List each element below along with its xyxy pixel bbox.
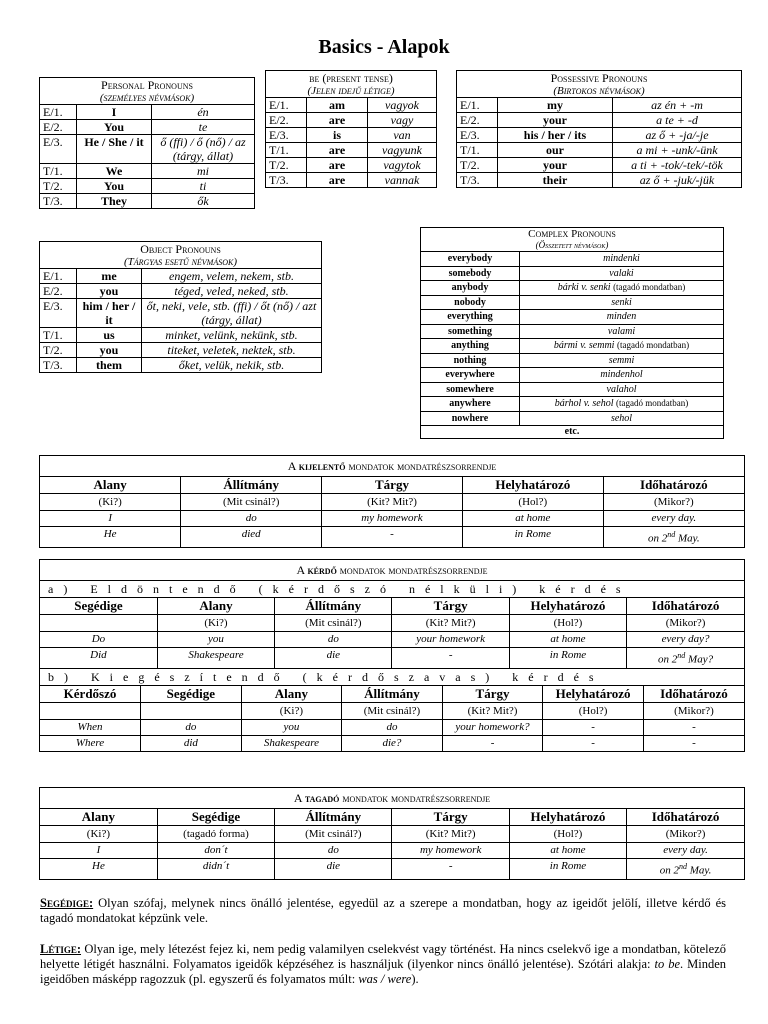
column-heading: Kérdőszó [40, 686, 141, 703]
column-question: (Kit? Mit?) [322, 494, 463, 511]
object-row [40, 358, 322, 373]
usage-note: (tagadó mondatban) [613, 282, 686, 292]
english-cell: are [307, 143, 368, 158]
english-cell: are [307, 173, 368, 188]
example-cell: did [141, 735, 242, 751]
object-subtitle: (Tárgyas esetű névmások) [40, 256, 321, 269]
object-row [40, 269, 322, 284]
hungarian-text: bárhol v. sehol [554, 398, 614, 409]
hungarian-cell [520, 382, 724, 397]
hungarian-text: semmi [608, 354, 635, 366]
object-row [40, 299, 322, 328]
example-cell-row [40, 859, 744, 879]
column-question [40, 702, 141, 719]
column-question: (Kit? Mit?) [442, 702, 543, 719]
example-cell: Shakespeare [157, 648, 274, 669]
column-question: (Mikor?) [627, 615, 744, 632]
column-question-row [40, 494, 744, 511]
example-cell: - [322, 527, 463, 547]
example-cell-row [40, 735, 744, 751]
be-row [266, 143, 437, 158]
column-question: (Ki?) [241, 702, 342, 719]
example-cell: every day. [627, 843, 744, 859]
complex-row [421, 353, 724, 368]
english-cell: him / her / it [77, 299, 142, 328]
column-question: (Kit? Mit?) [392, 615, 509, 632]
example-cell: - [692, 736, 696, 749]
possessive-title: Possessive Pronouns [550, 71, 648, 85]
hungarian-text: senki [611, 296, 632, 308]
example-cell: die [275, 648, 392, 669]
english-cell: We [77, 164, 152, 179]
person-cell: T/1. [457, 143, 498, 158]
possessive-row [457, 128, 742, 143]
personal-row [40, 194, 255, 209]
hungarian-cell: a te + -d [613, 113, 742, 128]
hungarian-cell: vagyunk [368, 143, 437, 158]
english-cell: somebody [421, 266, 520, 281]
person-cell: E/1. [457, 98, 498, 113]
hungarian-cell [520, 411, 724, 426]
english-cell: nobody [421, 295, 520, 310]
column-question-row [40, 615, 744, 632]
example-cell: Where [40, 735, 141, 751]
example-cell: - [392, 648, 509, 669]
be-row [266, 128, 437, 143]
be-row [266, 158, 437, 173]
hungarian-cell: téged, veled, neked, stb. [142, 284, 322, 299]
example-cell: every day. [603, 511, 744, 527]
object-pronouns-table [39, 241, 322, 373]
hungarian-cell: vagy [368, 113, 437, 128]
example-cell-row [40, 632, 744, 648]
english-cell: anything [421, 339, 520, 354]
column-question: (Hol?) [509, 826, 626, 843]
hungarian-cell: vagytok [368, 158, 437, 173]
column-question: (Ki?) [40, 494, 181, 511]
column-question: (Mikor?) [627, 826, 744, 843]
be-row [266, 173, 437, 188]
example-cell: in Rome [509, 859, 626, 879]
column-heading: Időhatározó [627, 598, 744, 615]
example-cell: do [141, 719, 242, 735]
negative-word-order [39, 787, 745, 880]
example-cell-row [40, 843, 744, 859]
hungarian-cell: te [152, 120, 255, 135]
example-cell: die [275, 859, 392, 879]
column-question: (Ki?) [40, 826, 157, 843]
note-letige: Létige: Olyan ige, mely létezést fejez ki, nem pedig valamilyen cselekvést vagy történést. Ha nincs cselekvő ige a mondatban, kötelező helyette létigét használni. Folyamatos igeidők képzéséhez is használjuk (ilyenkor nincs önálló jelentése). Szótári alakja: to be. Minden igeidőben másképp ragozzuk (pl. egyszerű és folyamatos múlt: was / were). [40, 942, 726, 986]
column-question [40, 615, 157, 632]
hungarian-cell: őt, neki, vele, stb. (ffi) / őt (nő) / azt (tárgy, állat) [142, 299, 322, 328]
example-cell: Shakespeare [241, 735, 342, 751]
example-cell: die? [342, 735, 443, 751]
hungarian-text: mindenhol [600, 369, 643, 380]
complex-row [421, 252, 724, 267]
possessive-row [457, 143, 742, 158]
hungarian-cell [520, 252, 724, 267]
example-cell: - [442, 735, 543, 751]
english-cell: me [77, 269, 142, 284]
person-cell: E/3. [40, 135, 77, 164]
example-cell: - [392, 859, 509, 879]
english-cell: their [498, 173, 613, 188]
page-title: Basics - Alapok [318, 36, 450, 58]
person-cell: T/1. [40, 328, 77, 343]
english-cell: your [498, 158, 613, 173]
be-subtitle: (Jelen idejű létige) [266, 85, 436, 98]
example-cell: I [40, 511, 181, 527]
english-cell: you [77, 284, 142, 299]
example-cell: on 2nd May. [659, 862, 712, 877]
hungarian-cell [520, 281, 724, 296]
complex-row [421, 411, 724, 426]
hungarian-cell [520, 295, 724, 310]
hungarian-text: sehol [610, 412, 633, 424]
english-cell: is [307, 128, 368, 143]
english-cell: He / She / it [77, 135, 152, 164]
possessive-row [457, 98, 742, 113]
personal-row [40, 135, 255, 164]
person-cell: E/3. [457, 128, 498, 143]
english-cell: nothing [421, 353, 520, 368]
be-row [266, 98, 437, 113]
question-word-order [39, 559, 745, 752]
english-cell: my [498, 98, 613, 113]
example-cell: do [275, 843, 392, 859]
person-cell: T/1. [40, 164, 77, 179]
person-cell: T/3. [457, 173, 498, 188]
column-question: (Mit csinál?) [181, 494, 322, 511]
hungarian-cell: ti [152, 179, 255, 194]
usage-note: (tagadó mondatban) [616, 340, 690, 350]
english-cell: everything [421, 310, 520, 325]
column-heading: Időhatározó [603, 477, 744, 494]
hungarian-cell [520, 368, 724, 383]
example-cell: on 2nd May. [647, 530, 700, 545]
personal-row [40, 105, 255, 120]
example-cell: He [40, 527, 181, 547]
letige-label: Létige: [40, 942, 82, 956]
column-heading: Tárgy [392, 809, 509, 826]
person-cell: E/1. [266, 98, 307, 113]
complex-etc: etc. [564, 426, 580, 437]
column-heading: Időhatározó [627, 809, 744, 826]
english-cell: somewhere [421, 382, 520, 397]
column-heading: Alany [241, 686, 342, 703]
be-row [266, 113, 437, 128]
hungarian-cell: a ti + -tok/-tek/-tök [613, 158, 742, 173]
person-cell: E/3. [40, 299, 77, 328]
example-cell: don´t [157, 843, 274, 859]
complex-row [421, 339, 724, 354]
hungarian-cell: mi [152, 164, 255, 179]
english-cell: I [77, 105, 152, 120]
be-title: be (present tense) [309, 71, 393, 85]
example-cell: He [40, 859, 157, 879]
example-cell: When [40, 719, 141, 735]
hungarian-cell: ők [152, 194, 255, 209]
column-heading: Állítmány [342, 686, 443, 703]
personal-title: Personal Pronouns [101, 78, 193, 92]
example-cell: your homework? [442, 719, 543, 735]
person-cell: T/2. [457, 158, 498, 173]
complex-row [421, 397, 724, 412]
hungarian-text: bármi v. semmi [553, 340, 615, 351]
segedige-label: Segédige: [40, 896, 94, 910]
column-heading-row [40, 598, 744, 615]
person-cell: E/3. [266, 128, 307, 143]
example-cell: - [643, 719, 744, 735]
person-cell: T/3. [40, 194, 77, 209]
complex-row [421, 266, 724, 281]
english-cell: our [498, 143, 613, 158]
english-cell: am [307, 98, 368, 113]
hungarian-cell: engem, velem, nekem, stb. [142, 269, 322, 284]
column-heading: Alany [40, 809, 157, 826]
column-heading: Helyhatározó [462, 477, 603, 494]
column-question: (Mikor?) [603, 494, 744, 511]
column-heading-row [40, 477, 744, 494]
column-heading-row [40, 686, 744, 703]
column-heading: Időhatározó [643, 686, 744, 703]
column-question: (tagadó forma) [157, 826, 274, 843]
question-a-label: a) Eldöntendő (kérdőszó nélküli) kérdés [40, 581, 744, 598]
english-cell: anywhere [421, 397, 520, 412]
question-b-label: b) Kiegészítendő (kérdőszavas) kérdés [40, 669, 744, 686]
complex-row [421, 324, 724, 339]
hungarian-text: valami [607, 325, 636, 337]
hungarian-cell: az ő + -ja/-je [613, 128, 742, 143]
english-cell: They [77, 194, 152, 209]
column-question: (Mit csinál?) [342, 702, 443, 719]
object-row [40, 328, 322, 343]
example-cell: Did [40, 648, 157, 669]
english-cell: You [77, 120, 152, 135]
possessive-row [457, 173, 742, 188]
column-heading: Állítmány [275, 809, 392, 826]
hungarian-cell: az ő + -juk/-jük [613, 173, 742, 188]
column-heading: Segédige [141, 686, 242, 703]
statement-word-order [39, 455, 745, 548]
column-heading: Segédige [40, 598, 157, 615]
english-cell: everybody [421, 252, 520, 267]
hungarian-cell: én [152, 105, 255, 120]
column-question-row [40, 702, 744, 719]
hungarian-cell [520, 324, 724, 339]
hungarian-cell: az én + -m [613, 98, 742, 113]
column-heading: Segédige [157, 809, 274, 826]
example-cell: - [543, 735, 644, 751]
english-cell: anybody [421, 281, 520, 296]
example-cell: at home [462, 511, 603, 527]
example-cell: my homework [322, 511, 463, 527]
be-table [265, 70, 437, 188]
column-heading: Állítmány [275, 598, 392, 615]
column-heading: Állítmány [181, 477, 322, 494]
column-question: (Mit csinál?) [275, 826, 392, 843]
hungarian-text: mindenki [603, 253, 640, 264]
personal-subtitle: (személyes névmások) [40, 92, 254, 105]
object-title: Object Pronouns [140, 242, 221, 256]
example-cell: in Rome [509, 648, 626, 669]
column-question: (Hol?) [543, 702, 644, 719]
complex-row [421, 281, 724, 296]
example-cell: on 2nd May? [658, 651, 714, 666]
hungarian-cell: titeket, veletek, nektek, stb. [142, 343, 322, 358]
example-cell: do [275, 632, 392, 648]
hungarian-cell [520, 353, 724, 368]
column-heading-row [40, 809, 744, 826]
hungarian-cell [520, 266, 724, 281]
example-cell: you [241, 719, 342, 735]
column-question: (Hol?) [509, 615, 626, 632]
hungarian-cell: van [368, 128, 437, 143]
person-cell: E/2. [40, 284, 77, 299]
example-cell: every day? [627, 632, 744, 648]
hungarian-cell: vagyok [368, 98, 437, 113]
example-cell: I [40, 843, 157, 859]
complex-subtitle: (Összetett névmások) [421, 240, 723, 252]
complex-pronouns-table [420, 227, 724, 439]
example-cell: didn´t [157, 859, 274, 879]
hungarian-cell: őket, velük, nekik, stb. [142, 358, 322, 373]
column-heading: Tárgy [442, 686, 543, 703]
person-cell: E/2. [40, 120, 77, 135]
complex-row [421, 295, 724, 310]
possessive-row [457, 158, 742, 173]
note-segedige: Segédige: Olyan szófaj, melynek nincs önálló jelentése, egyedül az a szerepe a mondatban, hogy az igeidőt jelölí, illetve kérdő és tagadó mondatokat képzünk vele. [40, 896, 726, 925]
possessive-row [457, 113, 742, 128]
column-question: (Mikor?) [643, 702, 744, 719]
example-cell: Do [40, 632, 157, 648]
person-cell: E/1. [40, 105, 77, 120]
column-question: (Mit csinál?) [275, 615, 392, 632]
column-heading: Alany [40, 477, 181, 494]
usage-note: (tagadó mondatban) [616, 398, 689, 408]
english-cell: something [421, 324, 520, 339]
hungarian-text: minden [606, 311, 637, 322]
negative-title: A tagadó mondatok mondatrészsorrendje [40, 788, 744, 809]
hungarian-text: bárki v. senki [557, 282, 611, 293]
example-cell-row [40, 648, 744, 669]
hungarian-text: valaki [609, 267, 634, 279]
example-cell: your homework [392, 632, 509, 648]
personal-pronouns-table [39, 77, 255, 209]
english-cell: us [77, 328, 142, 343]
complex-row [421, 310, 724, 325]
object-row [40, 284, 322, 299]
person-cell: T/3. [40, 358, 77, 373]
example-cell: my homework [392, 843, 509, 859]
hungarian-cell: minket, velünk, nekünk, stb. [142, 328, 322, 343]
hungarian-cell [520, 339, 724, 354]
object-row [40, 343, 322, 358]
personal-row [40, 164, 255, 179]
column-heading: Tárgy [392, 598, 509, 615]
column-heading: Helyhatározó [509, 598, 626, 615]
example-cell: - [543, 719, 644, 735]
personal-row [40, 120, 255, 135]
complex-row [421, 368, 724, 383]
column-question: (Hol?) [462, 494, 603, 511]
example-cell-row [40, 719, 744, 735]
hungarian-cell [520, 310, 724, 325]
example-cell: at home [509, 843, 626, 859]
english-cell: them [77, 358, 142, 373]
english-cell: You [77, 179, 152, 194]
column-heading: Helyhatározó [509, 809, 626, 826]
example-cell-row [40, 511, 744, 527]
hungarian-cell: a mi + -unk/-ünk [613, 143, 742, 158]
column-question: (Kit? Mit?) [392, 826, 509, 843]
english-cell: everywhere [421, 368, 520, 383]
personal-row [40, 179, 255, 194]
english-cell: are [307, 158, 368, 173]
english-cell: are [307, 113, 368, 128]
english-cell: your [498, 113, 613, 128]
person-cell: E/2. [457, 113, 498, 128]
column-question-row [40, 826, 744, 843]
example-cell: do [342, 719, 443, 735]
english-cell: his / her / its [498, 128, 613, 143]
complex-title: Complex Pronouns [528, 228, 616, 240]
person-cell: T/3. [266, 173, 307, 188]
hungarian-text: valahol [606, 383, 637, 395]
possessive-subtitle: (Birtokos névmások) [457, 85, 741, 98]
person-cell: T/2. [40, 179, 77, 194]
column-question [141, 702, 242, 719]
example-cell: you [157, 632, 274, 648]
column-heading: Helyhatározó [543, 686, 644, 703]
example-cell: in Rome [462, 527, 603, 547]
possessive-pronouns-table [456, 70, 742, 188]
question-title: A kérdő mondatok mondatrészsorrendje [40, 560, 744, 581]
person-cell: T/1. [266, 143, 307, 158]
statement-title: A kijelentő mondatok mondatrészsorrendje [40, 456, 744, 477]
english-cell: nowhere [421, 411, 520, 426]
person-cell: E/1. [40, 269, 77, 284]
column-heading: Tárgy [322, 477, 463, 494]
example-cell: do [181, 511, 322, 527]
hungarian-cell: ő (ffi) / ő (nő) / az (tárgy, állat) [152, 135, 255, 164]
person-cell: T/2. [40, 343, 77, 358]
column-question: (Ki?) [157, 615, 274, 632]
example-cell: at home [509, 632, 626, 648]
example-cell-row [40, 527, 744, 547]
example-cell: died [181, 527, 322, 547]
hungarian-cell [520, 397, 724, 412]
column-heading: Alany [157, 598, 274, 615]
english-cell: you [77, 343, 142, 358]
person-cell: T/2. [266, 158, 307, 173]
complex-row [421, 382, 724, 397]
hungarian-cell: vannak [368, 173, 437, 188]
person-cell: E/2. [266, 113, 307, 128]
